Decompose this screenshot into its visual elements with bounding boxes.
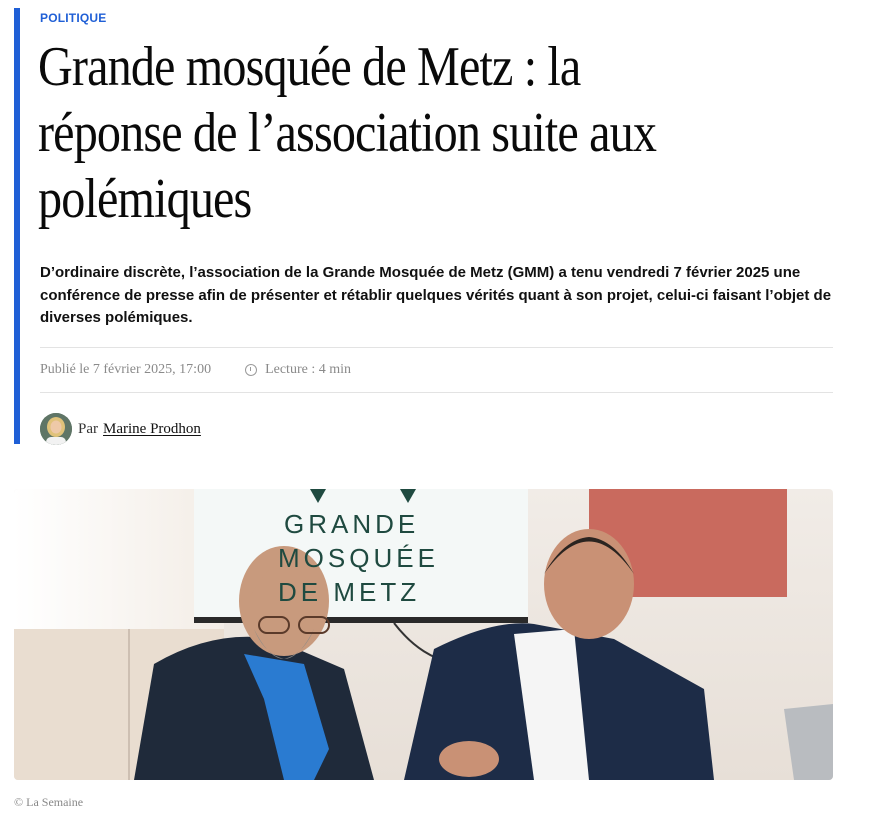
category-link[interactable]: POLITIQUE: [40, 11, 107, 25]
photo-caption: © La Semaine: [14, 795, 84, 809]
article-meta: [40, 362, 351, 378]
clock-icon: [245, 364, 257, 376]
screen-logo: [278, 507, 439, 609]
accent-bar: [14, 8, 20, 444]
divider-top: [40, 347, 833, 348]
article-photo: [14, 489, 833, 780]
published-date: Publié le 7 février 2025, 17:00: [40, 362, 212, 377]
author-prefix: Par: [78, 420, 98, 437]
reading-time: Lecture : 4 min: [265, 362, 351, 377]
author-block: [40, 413, 201, 445]
screen-logo-line2: MOSQUÉE: [278, 543, 439, 573]
article-title: Grande mosquée de Metz : la réponse de l’association suite aux polémiques: [38, 36, 657, 230]
article-lead: D’ordinaire discrète, l’association de la Grande Mosquée de Metz (GMM) a tenu vendredi 7 février 2025 une conférence de presse afin de présenter et rétablir quelques vérités quant à son projet, celui-ci faisant l’objet de diverses polémiques.: [40, 264, 832, 326]
divider-bottom: [40, 392, 833, 393]
screen-logo-line3: DE METZ: [278, 577, 421, 607]
screen-logo-line1: GRANDE: [284, 509, 420, 539]
author-link[interactable]: Marine Prodhon: [103, 420, 201, 437]
author-avatar[interactable]: [40, 413, 72, 445]
